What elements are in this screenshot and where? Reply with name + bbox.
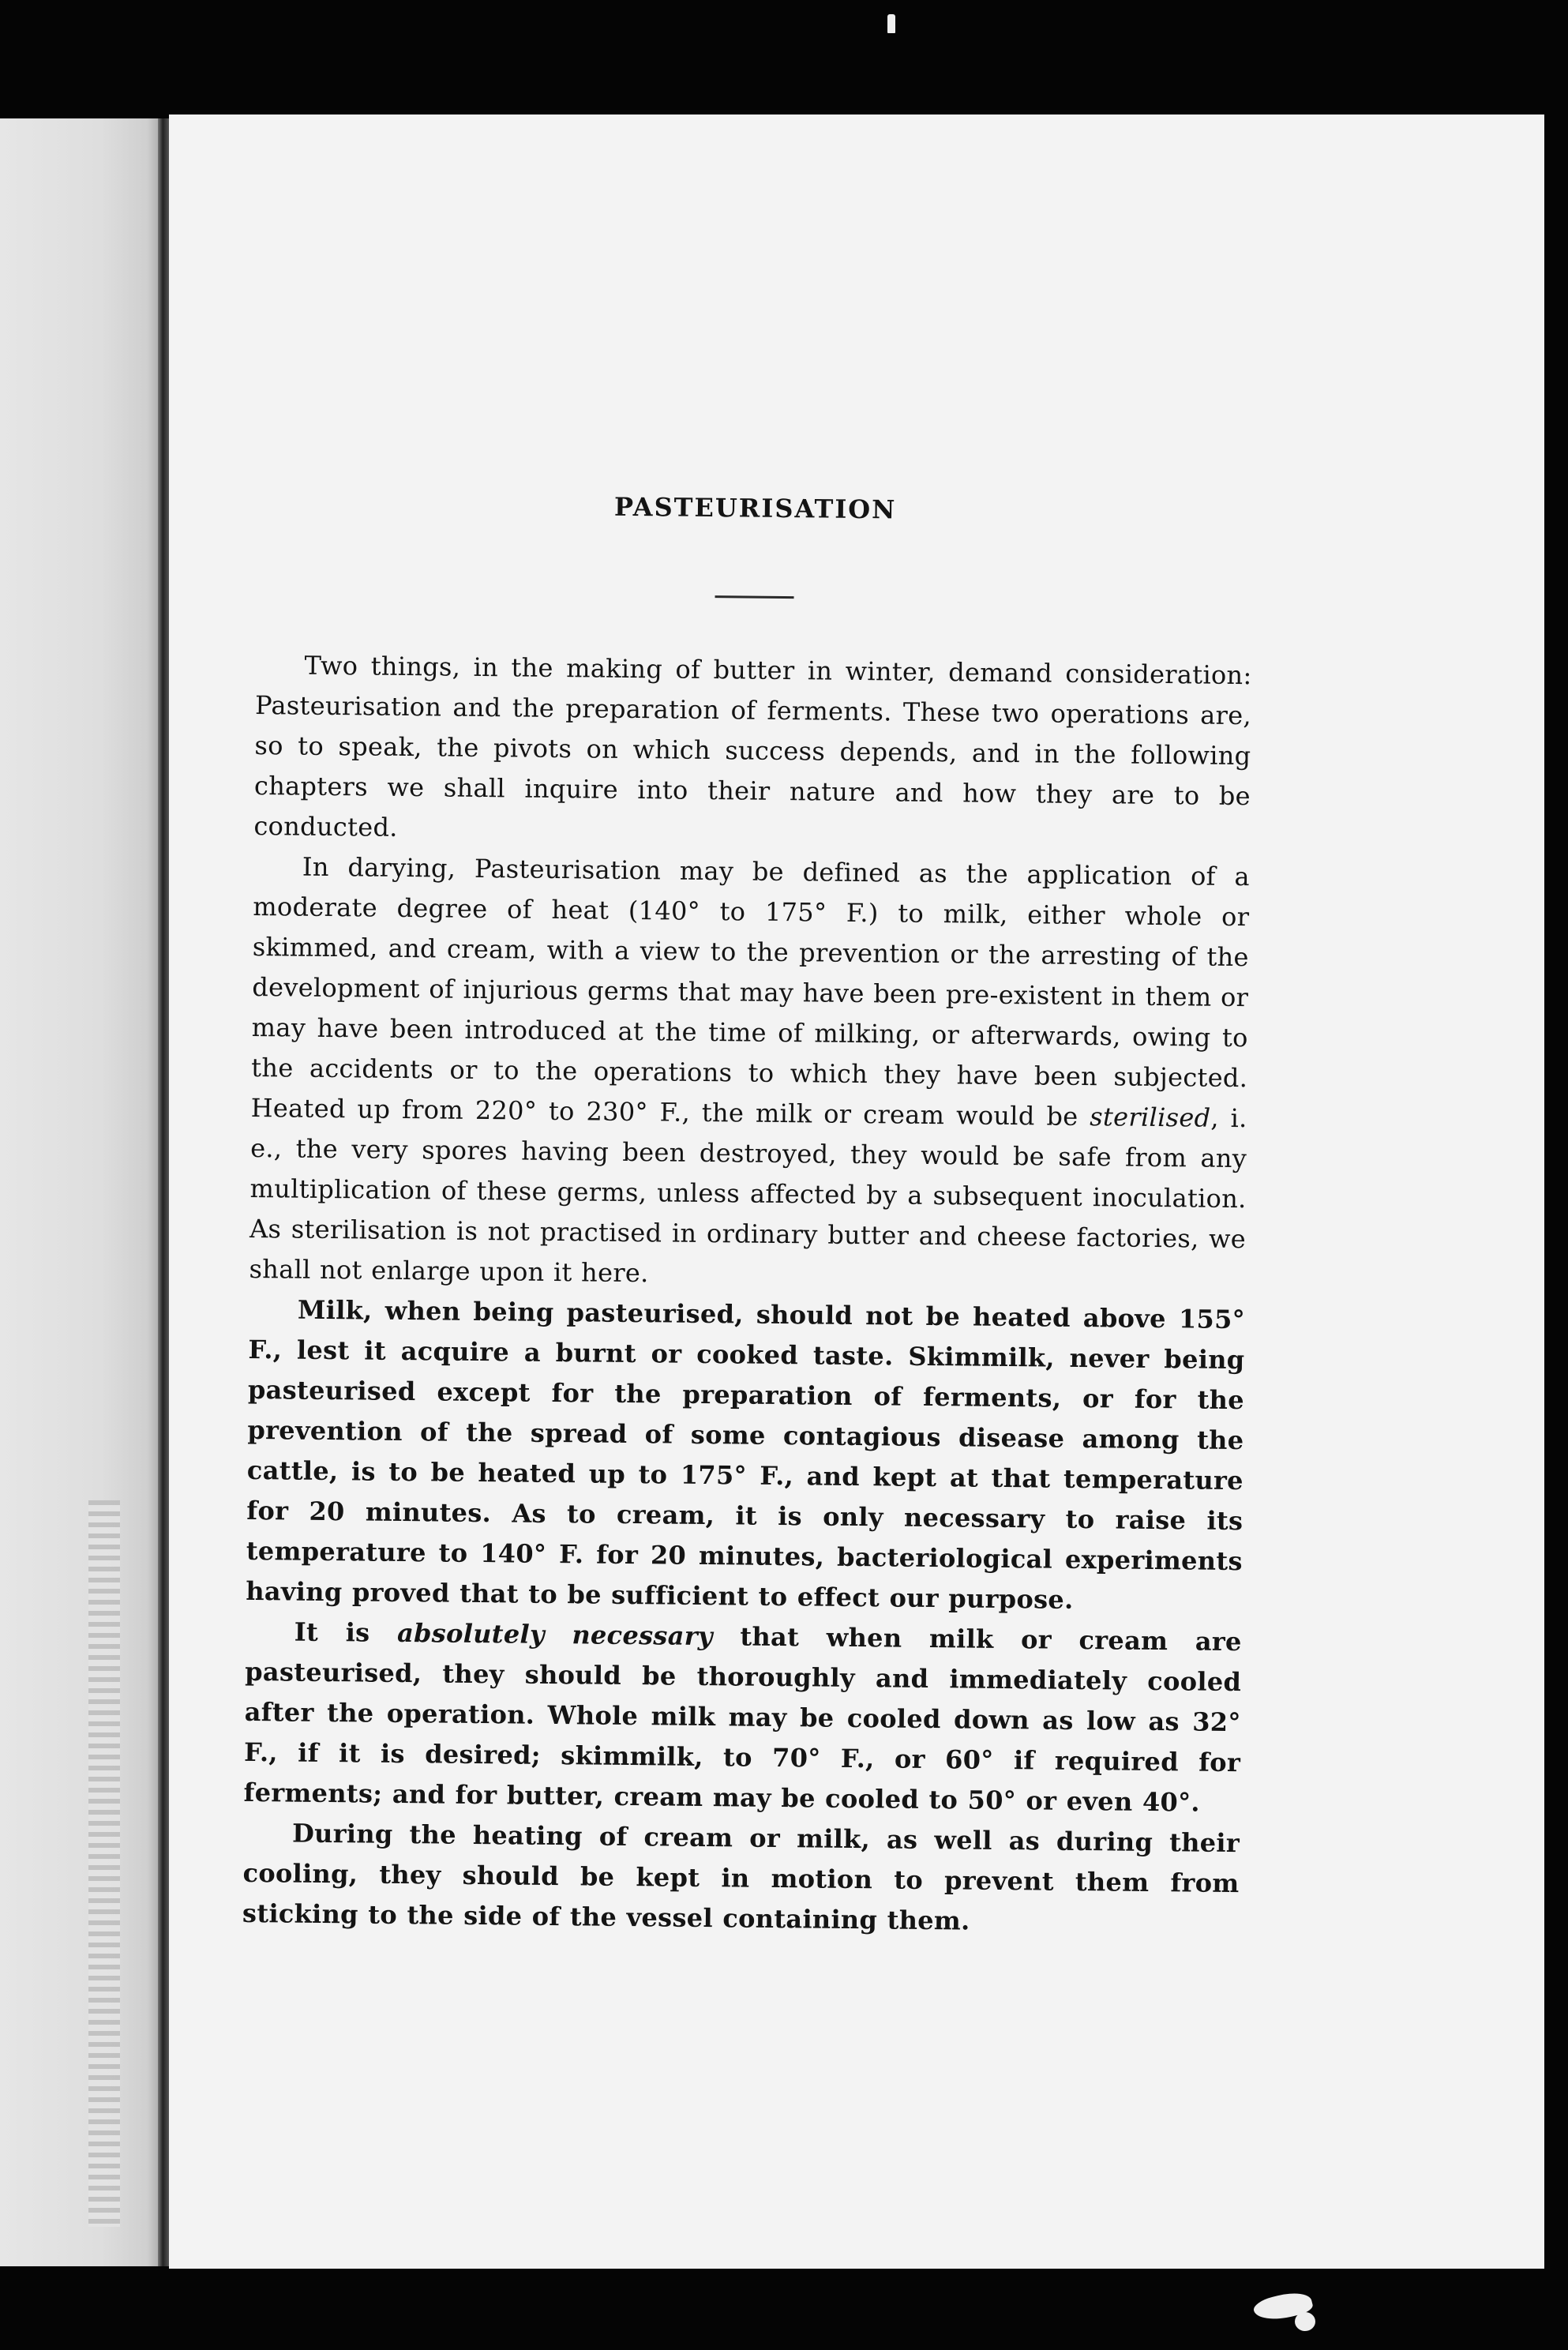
paragraph-3: Milk, when being pasteurised, should not be heated above 155° F., lest it acquire a burnt or cooked taste. Skimmilk, never being pasteurised except for the preparation of ferments, or for the prevention of the spread of some contagious disease among the cattle, is to be heated up to 175° F., and kept at that temperature for 20 minutes. As to cream, it is only necessary to raise its temperature to 140° F. for 20 minutes, bacteriological experiments having proved that to be sufficient to effect our purpose. bbox=[246, 1294, 1246, 1615]
book-gutter bbox=[158, 118, 169, 2266]
paragraph-2 bbox=[249, 847, 1250, 1300]
paragraph-1: Two things, in the making of butter in winter, demand consideration: Pasteurisation and the preparation of ferments. These two operations are, so to speak, the pivots on which success depends, and in the following chapters we shall inquire into their nature and how they are to be conducted. bbox=[253, 650, 1252, 843]
paragraph-4-text: It is bbox=[294, 1616, 398, 1648]
paragraph-5: During the heating of cream or milk, as well as during their cooling, they should be kept in motion to prevent them from sticking to the side of the vessel containing them. bbox=[242, 1818, 1240, 1936]
paragraph-4 bbox=[243, 1612, 1242, 1823]
scan-artifact-bottom-dot bbox=[1295, 2312, 1315, 2331]
facing-page-edge-marks bbox=[88, 1500, 120, 2227]
facing-page-edge bbox=[0, 118, 167, 2266]
body-text bbox=[242, 645, 1252, 1944]
paragraph-4-emphasis: absolutely necessary bbox=[396, 1617, 714, 1652]
heading-divider bbox=[715, 595, 794, 599]
scan-artifact-top bbox=[887, 14, 895, 33]
chapter-heading: PASTEURISATION bbox=[613, 491, 897, 525]
paragraph-2-emphasis: sterilised bbox=[1090, 1102, 1211, 1133]
paragraph-4-text-end: that when milk or cream are pasteurised, they should be thoroughly and immediately cooled after the operation. Whole milk may be cooled down as low as 32° F., if it is desired; skimmilk, to 70° F., or 60° if required for ferments; and for butter, cream may be cooled to 50° or even 40°. bbox=[243, 1621, 1242, 1818]
paragraph-2-text-end: , i. e., the very spores having been destroyed, they would be safe from any multiplication of these germs, unless affected by a subsequent inoculation. As sterilisation is not practised in ordinary butter and cheese factories, we shall not enlarge upon it here. bbox=[249, 1102, 1247, 1289]
page-text-block bbox=[242, 483, 1254, 1944]
paragraph-2-text: In darying, Pasteurisation may be defined as the application of a moderate degree of heat (140° to 175° F.) to milk, either whole or skimmed, and cream, with a view to the prevention or the arresting of the development of injurious germs that may have been pre-existent in them or may have been introduced at the time of milking, or afterwards, owing to the accidents or to the operations to which they have been subjected. Heated up from 220° to 230° F., the milk or cream would be bbox=[250, 851, 1251, 1132]
